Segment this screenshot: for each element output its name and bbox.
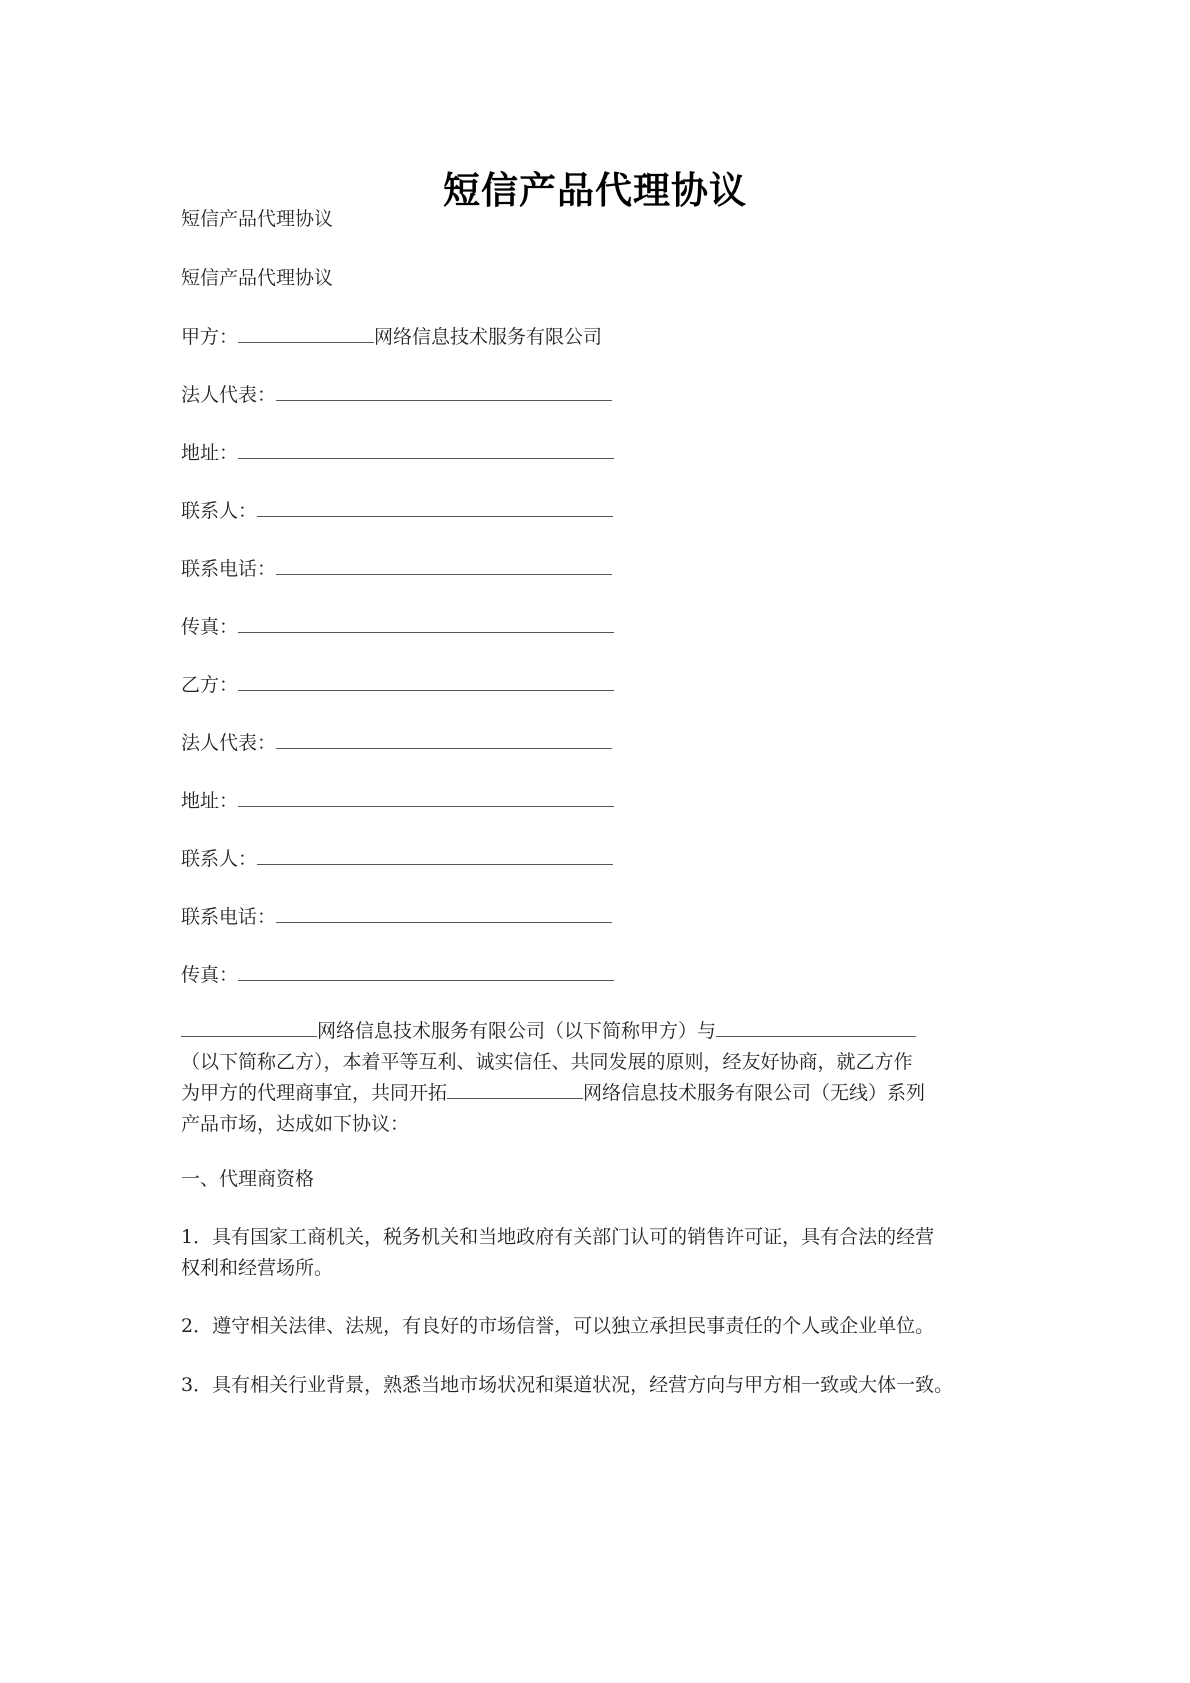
subtitle-line-1: 短信产品代理协议 — [181, 208, 334, 230]
field-label: 法人代表： — [181, 384, 277, 406]
party-a-fax-blank[interactable] — [238, 614, 614, 633]
company-name-blank[interactable] — [447, 1080, 583, 1099]
party-b-name-blank-2[interactable] — [716, 1018, 916, 1037]
party-a-contact-line — [181, 498, 613, 523]
party-b-legal-rep-line — [181, 730, 612, 755]
field-label: 法人代表： — [181, 732, 277, 754]
party-a-address-blank[interactable] — [238, 440, 614, 459]
party-b-name-blank[interactable] — [238, 672, 614, 691]
field-label: 地址： — [181, 442, 239, 464]
party-a-address-line — [181, 440, 614, 465]
field-label: 传真： — [181, 616, 239, 638]
field-label: 联系人： — [181, 500, 258, 522]
party-a-phone-line — [181, 556, 612, 581]
preamble-paragraph — [181, 1016, 1021, 1140]
party-a-name-blank[interactable] — [238, 324, 374, 343]
party-b-address-line — [181, 788, 614, 813]
preamble-line-4: 产品市场，达成如下协议： — [181, 1113, 410, 1135]
party-a-label: 甲方： — [181, 326, 239, 348]
preamble-line-2: （以下简称乙方），本着平等互利、诚实信任、共同发展的原则，经友好协商，就乙方作 — [181, 1051, 913, 1073]
party-a-fax-line — [181, 614, 614, 639]
party-b-line — [181, 672, 614, 697]
party-b-fax-blank[interactable] — [238, 962, 614, 981]
party-a-legal-rep-blank[interactable] — [276, 382, 612, 401]
party-b-label: 乙方： — [181, 674, 239, 696]
field-label: 传真： — [181, 964, 239, 986]
party-a-suffix: 网络信息技术服务有限公司 — [374, 326, 603, 348]
field-label: 联系人： — [181, 848, 258, 870]
party-a-line — [181, 324, 602, 349]
party-b-phone-line — [181, 904, 612, 929]
party-b-contact-line — [181, 846, 613, 871]
section-1-item-3: 3．具有相关行业背景，熟悉当地市场状况和渠道状况，经营方向与甲方相一致或大体一致。 — [181, 1374, 954, 1396]
preamble-line-3: 为甲方的代理商事宜，共同开拓 网络信息技术服务有限公司（无线）系列 — [181, 1082, 926, 1104]
party-a-contact-blank[interactable] — [257, 498, 613, 517]
section-1-item-1: 1．具有国家工商机关，税务机关和当地政府有关部门认可的销售许可证，具有合法的经营 权利和经营场所。 — [181, 1226, 935, 1279]
field-label: 联系电话： — [181, 906, 277, 928]
section-1-item-2: 2．遵守相关法律、法规，有良好的市场信誉，可以独立承担民事责任的个人或企业单位。 — [181, 1315, 935, 1337]
party-b-phone-blank[interactable] — [276, 904, 612, 923]
party-b-legal-rep-blank[interactable] — [276, 730, 612, 749]
party-b-fax-line — [181, 962, 614, 987]
party-a-legal-rep-line — [181, 382, 612, 407]
party-b-address-blank[interactable] — [238, 788, 614, 807]
party-a-name-blank-2[interactable] — [181, 1018, 317, 1037]
party-b-contact-blank[interactable] — [257, 846, 613, 865]
section-1-heading: 一、代理商资格 — [181, 1168, 315, 1190]
preamble-line-1: 网络信息技术服务有限公司（以下简称甲方）与 — [181, 1016, 1021, 1047]
party-a-phone-blank[interactable] — [276, 556, 612, 575]
document-title: 短信产品代理协议 — [443, 168, 747, 212]
field-label: 地址： — [181, 790, 239, 812]
subtitle-line-2: 短信产品代理协议 — [181, 267, 334, 289]
field-label: 联系电话： — [181, 558, 277, 580]
